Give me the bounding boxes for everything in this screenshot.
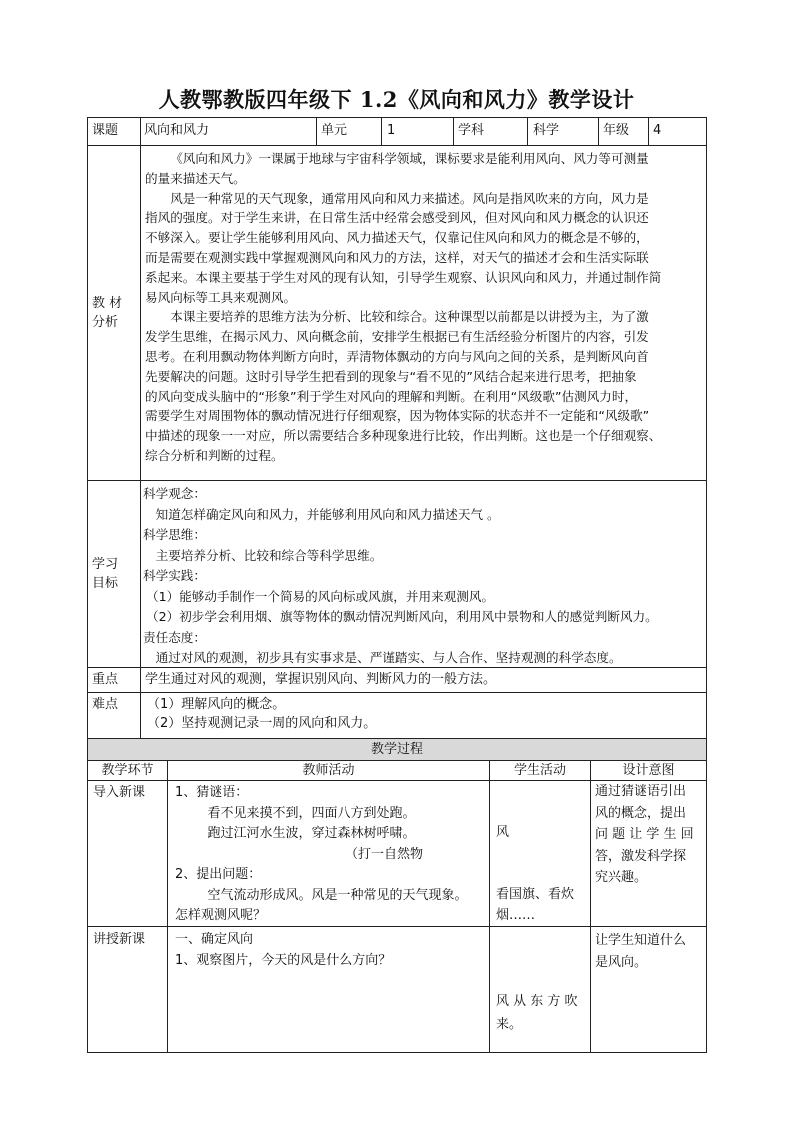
key-point-text: 学生通过对风的观测，掌握识别风向、判断风力的一般方法。	[145, 672, 497, 687]
column-header-stage: 教学环节	[101, 763, 154, 778]
analysis-label: 教 材 分析	[92, 296, 123, 330]
analysis-line: 而是需要在观测实践中掌握观测风向和风力的方法，这样，对天气的描述才会和生活实际联	[145, 249, 649, 265]
objective-line: 主要培养分析、比较和综合等科学思维。	[155, 547, 383, 563]
difficulty-line: （2）坚持观测记录一周的风向和风力。	[147, 716, 377, 731]
analysis-line: 发学生思维，在揭示风力、风向概念前，安排学生根据已有生活经验分析图片的内容，引发	[145, 329, 649, 345]
teacher-line: 跑过江河水生波，穿过森林树呼啸。	[207, 826, 416, 841]
subject-label: 学科	[458, 123, 485, 138]
analysis-line: 《风向和风力》一课属于地球与宇宙科学领域，课标要求是能利用风向、风力等可测量	[170, 151, 649, 166]
objective-heading: 科学实践：	[143, 568, 206, 583]
difficulty-line: （1）理解风向的概念。	[147, 697, 286, 712]
teacher-line: （打一自然物	[345, 846, 424, 862]
design-intent-new-lesson: 让学生知道什么 是风向。	[595, 933, 687, 970]
topic-label: 课题	[92, 123, 119, 138]
column-header-student: 学生活动	[513, 763, 566, 778]
unit-label: 单元	[321, 123, 348, 138]
analysis-line: 本课主要培养的思维方法为分析、比较和综合。这种课型以前都是以讲授为主，为了激	[170, 309, 649, 325]
objective-line: （2）初步学会利用烟、旗等物体的飘动情况判断风向，利用风中景物和人的感觉判断风力。	[146, 609, 658, 624]
key-point-label: 重点	[92, 672, 119, 687]
teacher-activity-intro	[175, 783, 487, 927]
objective-line: 通过对风的观测，初步具有实事求是、严谨踏实、与人合作、坚持观测的科学态度。	[155, 650, 622, 665]
teacher-line: 1、猜谜语：	[175, 785, 249, 800]
objective-line: 知道怎样确定风向和风力，并能够利用风向和风力描述天气 。	[155, 506, 500, 522]
difficulty-text	[147, 695, 705, 733]
unit-value: 1	[387, 123, 396, 138]
grade-label: 年级	[603, 123, 630, 138]
subject-value: 科学	[533, 123, 560, 138]
teacher-line: 怎样观测风呢？	[175, 908, 267, 923]
analysis-line: 需要学生对周围物体的飘动情况进行仔细观察，因为物体实际的状态并不一定能和“风级歌”	[145, 408, 650, 424]
page-title: 人教鄂教版四年级下 1.2《风向和风力》教学设计	[158, 87, 635, 112]
objective-heading: 科学思维：	[143, 527, 206, 542]
stage-intro: 导入新课	[93, 785, 146, 800]
student-activity-intro-1: 风	[496, 825, 510, 840]
analysis-line: 先要解决的问题。这时引导学生把看到的现象与“看不见的”风结合起来进行思考，把抽象	[145, 368, 637, 384]
teacher-line: 一、确定风向	[175, 932, 254, 947]
analysis-line: 系起来。本课主要基于学生对风的现有认知，引导学生观察、认识风向和风力，并通过制作简	[145, 269, 662, 285]
topic-value: 风向和风力	[144, 123, 210, 138]
teacher-line: 空气流动形成风。风是一种常见的天气现象。	[207, 887, 468, 903]
objective-line: （1）能够动手制作一个简易的风向标或风旗，并用来观测风。	[146, 588, 495, 604]
analysis-line: 不够深入。要让学生能够利用风向、风力描述天气，仅靠记住风向和风力的概念是不够的，	[145, 230, 649, 246]
analysis-line: 易风向标等工具来观测风。	[145, 289, 297, 305]
analysis-text	[145, 149, 705, 466]
process-heading: 教学过程	[370, 742, 423, 757]
analysis-line: 的量来描述天气。	[145, 170, 246, 186]
objectives-label: 学习 目标	[92, 557, 119, 591]
teacher-line: 1、观察图片，今天的风是什么方向？	[175, 952, 392, 968]
analysis-line: 的风向变成头脑中的“形象”利于学生对风向的理解和判断。在利用“风级歌”估测风力时，	[145, 388, 638, 404]
grade-value: 4	[653, 123, 662, 138]
difficulty-label: 难点	[92, 697, 119, 712]
analysis-line: 中描述的现象一一对应，所以需要结合多种现象进行比较，作出判断。这也是一个仔细观察、	[145, 428, 662, 444]
student-activity-intro-2: 看国旗、看炊 烟……	[496, 887, 575, 923]
analysis-line: 指风的强度。对于学生来讲，在日常生活中经常会感受到风，但对风向和风力概念的认识还	[145, 210, 649, 226]
objective-heading: 科学观念：	[143, 486, 206, 501]
analysis-line: 思考。在利用飘动物体判断方向时，弄清物体飘动的方向与风向之间的关系，是判断风向首	[145, 348, 649, 364]
student-activity-new-lesson: 风 从 东 方 吹 来。	[496, 994, 578, 1032]
teacher-line: 2、提出问题：	[175, 867, 262, 882]
column-header-intent: 设计意图	[622, 763, 675, 778]
analysis-line: 风是一种常见的天气现象，通常用风向和风力来描述。风向是指风吹来的方向，风力是	[170, 190, 649, 206]
objectives-text	[143, 484, 705, 669]
analysis-line: 综合分析和判断的过程。	[145, 447, 284, 463]
column-header-teacher: 教师活动	[302, 763, 355, 778]
design-intent-intro: 通过猜谜语引出 风的概念，提出 问 题 让 学 生 回 答，激发科学探 究兴趣。	[595, 784, 694, 885]
stage-new-lesson: 讲授新课	[93, 932, 146, 947]
teacher-activity-new-lesson	[175, 930, 487, 971]
teacher-line: 看不见来摸不到，四面八方到处跑。	[207, 805, 416, 821]
objective-heading: 责任态度：	[143, 629, 206, 645]
